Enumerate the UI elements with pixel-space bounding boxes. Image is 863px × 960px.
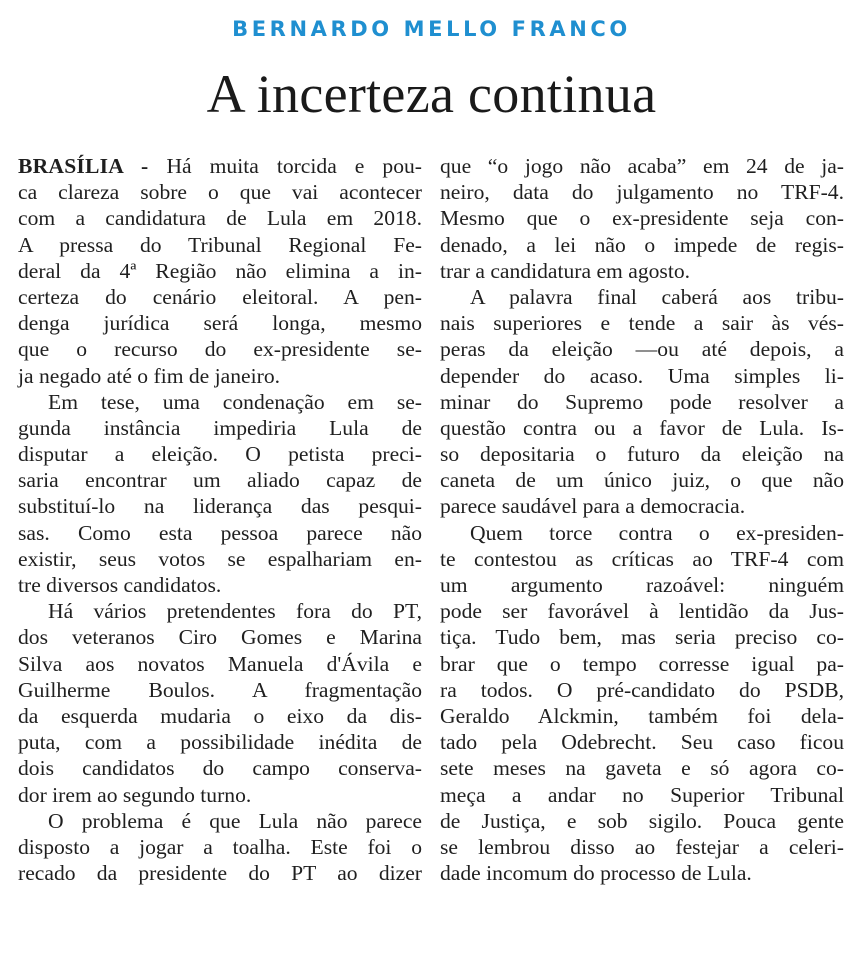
article-line: existir, seus votos se espalhariam en- bbox=[18, 546, 422, 571]
article-line: questão contra ou a favor de Lula. Is- bbox=[440, 415, 844, 440]
article-line: BRASÍLIA - Há muita torcida e pou- bbox=[18, 154, 422, 178]
article-line: disputar a eleição. O petista preci- bbox=[18, 442, 422, 467]
article-line: ra todos. O pré-candidato do PSDB, bbox=[440, 677, 844, 702]
article-line: saria encontrar um aliado capaz de bbox=[18, 468, 422, 493]
article-line: com a candidatura de Lula em 2018. bbox=[18, 206, 422, 231]
article-line: dor irem ao segundo turno. bbox=[18, 782, 252, 807]
article-line: tado pela Odebrecht. Seu caso ficou bbox=[440, 730, 844, 755]
article-line: parece saudável para a democracia. bbox=[440, 494, 746, 519]
article-line: nais superiores e tende a sair às vés- bbox=[440, 311, 844, 336]
article-column-left bbox=[18, 153, 422, 886]
article-column-right bbox=[440, 153, 844, 886]
article-line: Geraldo Alckmin, também foi dela- bbox=[440, 703, 844, 728]
article-line: Mesmo que o ex-presidente seja con- bbox=[440, 206, 844, 231]
article-line: so depositaria o futuro da eleição na bbox=[440, 442, 844, 467]
article-line: meça a andar no Superior Tribunal bbox=[440, 782, 844, 807]
article-line: depender do acaso. Uma simples li- bbox=[440, 363, 844, 388]
article-line: deral da 4ª Região não elimina a in- bbox=[18, 258, 422, 283]
article-line: O problema é que Lula não parece bbox=[48, 808, 422, 833]
article-line: gunda instância impediria Lula de bbox=[18, 415, 422, 440]
article-line: ja negado até o fim de janeiro. bbox=[18, 363, 281, 388]
article-line: neiro, data do julgamento no TRF-4. bbox=[440, 180, 844, 205]
article-line: substituí-lo na liderança das pesqui- bbox=[18, 494, 422, 519]
article-line: A pressa do Tribunal Regional Fe- bbox=[18, 232, 422, 257]
article-line: A palavra final caberá aos tribu- bbox=[470, 284, 844, 309]
article-line: peras da eleição —ou até depois, a bbox=[440, 337, 844, 362]
article-line: caneta de um único juiz, o que não bbox=[440, 468, 844, 493]
article-line: denga jurídica será longa, mesmo bbox=[18, 311, 422, 336]
author-byline: BERNARDO MELLO FRANCO bbox=[232, 17, 631, 41]
article-line: recado da presidente do PT ao dizer bbox=[18, 861, 422, 886]
article-line: tre diversos candidatos. bbox=[18, 573, 222, 597]
article-line: Há vários pretendentes fora do PT, bbox=[48, 599, 422, 624]
article-line: ca clareza sobre o que vai acontecer bbox=[18, 180, 422, 205]
dateline: BRASÍLIA - bbox=[18, 154, 149, 178]
article-line: brar que o tempo corresse igual pa- bbox=[440, 651, 844, 676]
article-line: certeza do cenário eleitoral. A pen- bbox=[18, 284, 422, 309]
article-line: te contestou as críticas ao TRF-4 com bbox=[440, 546, 844, 571]
article-line: denado, a lei não o impede de regis- bbox=[440, 232, 844, 257]
article-line: sete meses na gaveta e só agora co- bbox=[440, 756, 844, 781]
article-line: dade incomum do processo de Lula. bbox=[440, 861, 752, 886]
article-line: dois candidatos do campo conserva- bbox=[18, 756, 422, 781]
article-line: sas. Como esta pessoa parece não bbox=[18, 520, 422, 545]
article-line: tiça. Tudo bem, mas seria preciso co- bbox=[440, 625, 844, 650]
article-line: disposto a jogar a toalha. Este foi o bbox=[18, 834, 422, 859]
article-line: que o recurso do ex-presidente se- bbox=[18, 337, 422, 362]
article-line: que “o jogo não acaba” em 24 de ja- bbox=[440, 154, 844, 178]
article-line: um argumento razoável: ninguém bbox=[440, 573, 844, 597]
article-line: de Justiça, e sob sigilo. Pouca gente bbox=[440, 808, 844, 833]
article-line: da esquerda mudaria o eixo da dis- bbox=[18, 703, 422, 728]
article-line: pode ser favorável à lentidão da Jus- bbox=[440, 599, 844, 624]
article-line: Em tese, uma condenação em se- bbox=[48, 389, 422, 414]
article-line: Quem torce contra o ex-presiden- bbox=[470, 520, 844, 545]
article-line: se lembrou disso ao festejar a celeri- bbox=[440, 834, 844, 859]
article-line: Silva aos novatos Manuela d'Ávila e bbox=[18, 651, 422, 676]
article-line: puta, com a possibilidade inédita de bbox=[18, 730, 422, 755]
article-line: Guilherme Boulos. A fragmentação bbox=[18, 677, 422, 702]
article-line: dos veteranos Ciro Gomes e Marina bbox=[18, 625, 422, 650]
article-headline: A incerteza continua bbox=[206, 64, 657, 124]
article-line: minar do Supremo pode resolver a bbox=[440, 389, 844, 414]
article-line: trar a candidatura em agosto. bbox=[440, 258, 691, 283]
